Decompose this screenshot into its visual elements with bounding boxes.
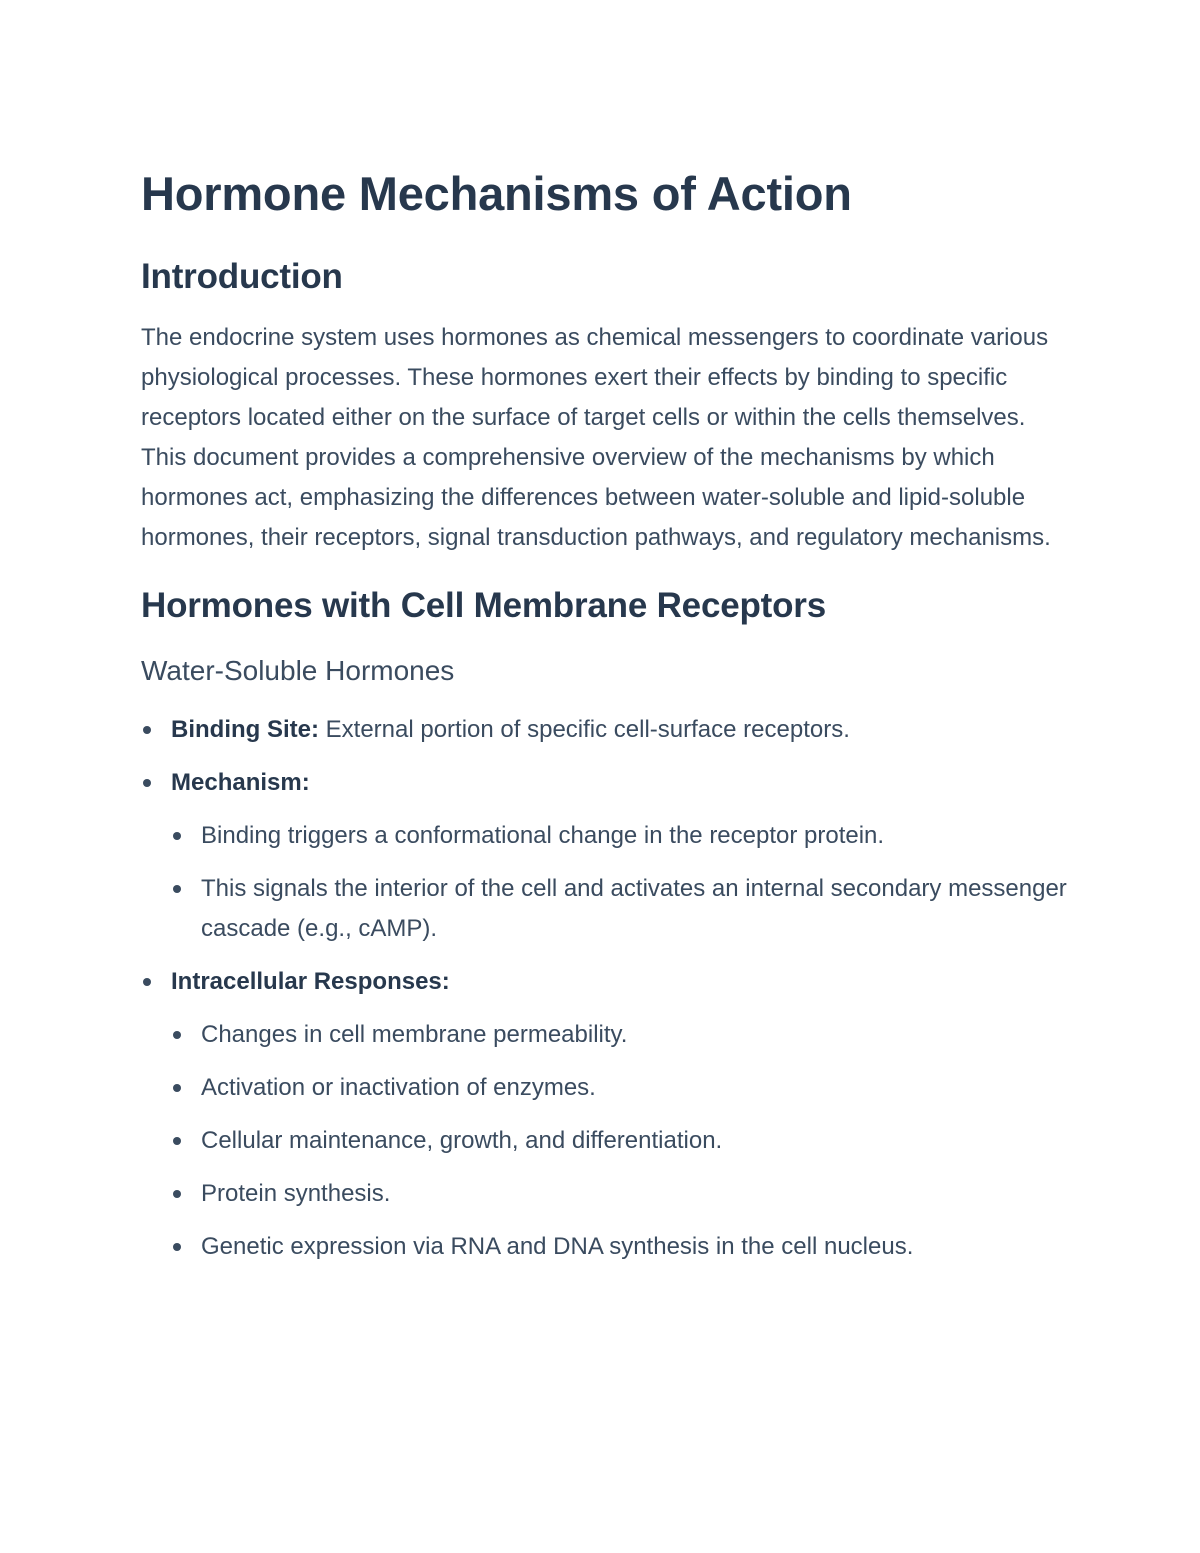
list-item-text: This signals the interior of the cell and activates an internal secondary messenger cascade (e.g., cAMP). [201, 875, 1067, 942]
document-title: Hormone Mechanisms of Action [141, 167, 852, 220]
membrane-receptors-heading: Hormones with Cell Membrane Receptors [141, 586, 826, 625]
list-item-mechanism [141, 763, 1071, 949]
list-item-responses [141, 962, 1071, 1267]
bullet-icon [173, 1243, 181, 1251]
mechanism-sublist [171, 816, 1071, 949]
bullet-icon [173, 1031, 181, 1039]
bullet-icon [173, 1190, 181, 1198]
bullet-icon [143, 726, 151, 734]
bullet-icon [173, 1137, 181, 1145]
introduction-heading: Introduction [141, 257, 343, 296]
list-item [171, 1227, 1071, 1267]
list-item [171, 869, 1071, 949]
list-item [171, 1121, 1071, 1161]
bullet-icon [143, 978, 151, 986]
list-item-text: Changes in cell membrane permeability. [201, 1021, 628, 1048]
binding-site-label: Binding Site: [171, 716, 319, 743]
bullet-icon [143, 779, 151, 787]
responses-label: Intracellular Responses: [171, 968, 450, 995]
responses-sublist [171, 1015, 1071, 1267]
list-item-text: Binding triggers a conformational change in the receptor protein. [201, 822, 885, 849]
list-item-text: Activation or inactivation of enzymes. [201, 1074, 596, 1101]
introduction-paragraph: The endocrine system uses hormones as chemical messengers to coordinate various physiological processes. These hormones exert their effects by binding to specific receptors located either on the surface of target cells or within the cells themselves. This document provides a comprehensive overview of the mechanisms by which hormones act, emphasizing the differences between water-soluble and lipid-soluble hormones, their receptors, signal transduction pathways, and regulatory mechanisms. [141, 324, 1051, 551]
list-item-text: Cellular maintenance, growth, and differentiation. [201, 1127, 723, 1154]
list-item [171, 816, 1071, 856]
list-item-text: Protein synthesis. [201, 1180, 391, 1207]
mechanism-label: Mechanism: [171, 769, 310, 796]
water-soluble-heading: Water-Soluble Hormones [141, 655, 455, 686]
list-item [171, 1015, 1071, 1055]
binding-site-text: External portion of specific cell-surface receptors. [318, 716, 850, 743]
list-item [171, 1068, 1071, 1108]
list-item-binding-site [141, 710, 1071, 750]
bullet-icon [173, 1084, 181, 1092]
bullet-icon [173, 832, 181, 840]
list-item-text: Genetic expression via RNA and DNA synthesis in the cell nucleus. [201, 1233, 914, 1260]
list-item [171, 1174, 1071, 1214]
water-soluble-list [141, 710, 1071, 1267]
document-page [141, 165, 1071, 1280]
bullet-icon [173, 885, 181, 893]
